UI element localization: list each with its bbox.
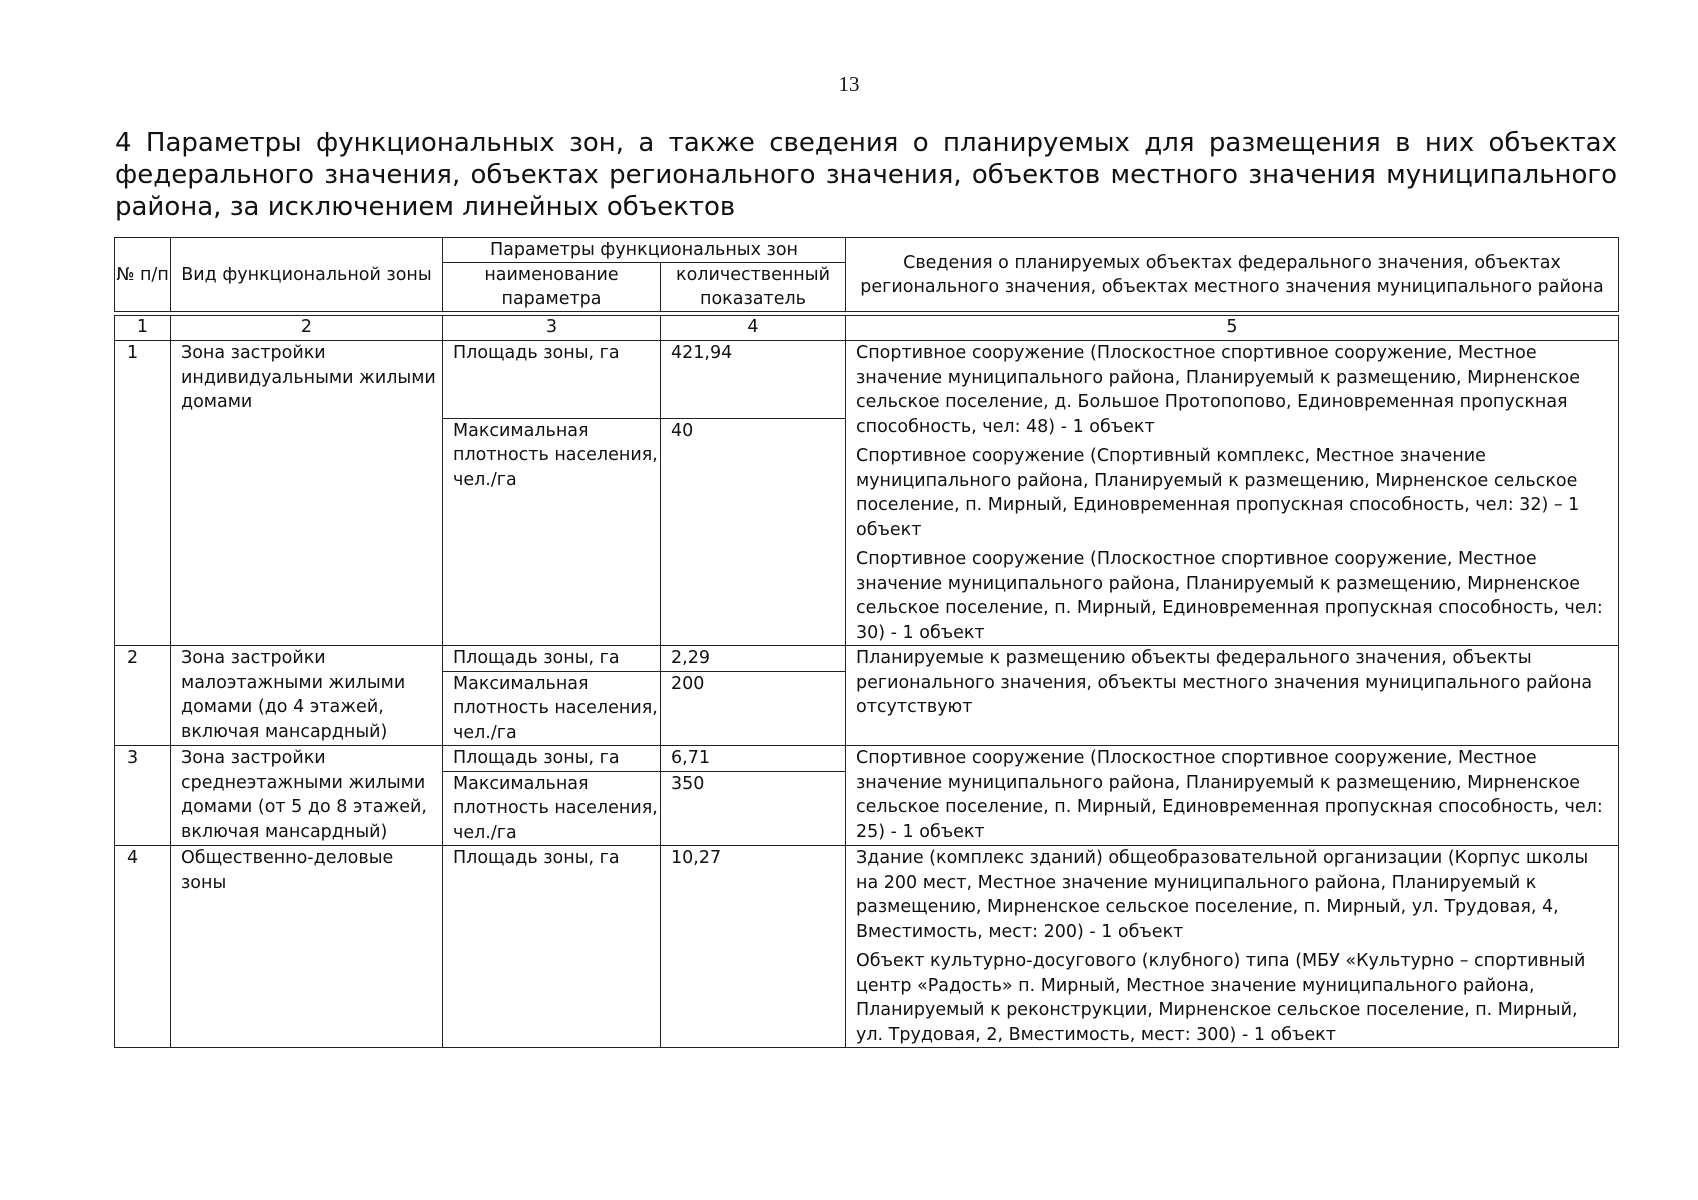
- row-number: 2: [115, 646, 171, 746]
- section-title: 4 Параметры функциональных зон, а также сведения о планируемых для размещения в них объектах федерального значения, объектах регионального значения, объектов местного значения муниципального района, за исключением линейных объектов: [115, 128, 1617, 222]
- table-row: [115, 341, 1619, 419]
- zone-name: Зона застройки среднеэтажными жилыми домами (от 5 до 8 этажей, включая мансардный): [171, 746, 443, 846]
- planned-object: Здание (комплекс зданий) общеобразовательной организации (Корпус школы на 200 мест, Местное значение муниципального района, Планируемый к размещению, Мирненское сельское поселение, п. Мирный, ул. Трудовая, 4, Вместимость, мест: 200) - 1 объект: [856, 848, 1589, 942]
- param-name: Максимальная плотность населения, чел./га: [443, 418, 661, 645]
- column-numbers-row: [115, 316, 1619, 341]
- zone-name: Зона застройки малоэтажными жилыми домами (до 4 этажей, включая мансардный): [171, 646, 443, 746]
- row-number: 4: [115, 846, 171, 1048]
- header-zone-type: Вид функциональной зоны: [171, 238, 443, 312]
- table-row: [115, 746, 1619, 772]
- param-name: Максимальная плотность населения, чел./га: [443, 671, 661, 746]
- header-param-value: количественный показатель: [661, 263, 846, 312]
- param-value: 10,27: [661, 846, 846, 1048]
- header-no: № п/п: [115, 238, 171, 312]
- planned-objects-cell: [846, 646, 1619, 746]
- planned-objects-cell: [846, 341, 1619, 646]
- planned-object: Планируемые к размещению объекты федерального значения, объекты регионального значения, объекты местного значения муниципального района отсутствуют: [856, 648, 1593, 717]
- planned-object: Объект культурно-досугового (клубного) типа (МБУ «Культурно – спортивный центр «Радость» п. Мирный, Местное значение муниципального района, Планируемый к реконструкции, Мирненское сельское поселение, п. Мирный, ул. Трудовая, 2, Вместимость, мест: 300) - 1 объект: [856, 951, 1586, 1045]
- param-value: 421,94: [661, 341, 846, 419]
- column-number: 5: [846, 316, 1619, 341]
- column-number: 1: [115, 316, 171, 341]
- param-value: 200: [661, 671, 846, 746]
- param-name: Площадь зоны, га: [443, 341, 661, 419]
- planned-object: Спортивное сооружение (Плоскостное спортивное сооружение, Местное значение муниципального района, Планируемый к размещению, Мирненское сельское поселение, п. Мирный, Единовременная пропускная способность, чел: 30) - 1 объект: [856, 549, 1603, 643]
- param-value: 6,71: [661, 746, 846, 772]
- table-header: [114, 237, 1619, 312]
- zones-table: [114, 315, 1619, 1048]
- planned-objects-cell: [846, 746, 1619, 846]
- header-param-name: наименование параметра: [443, 263, 661, 312]
- param-value: 40: [661, 418, 846, 645]
- zone-name: Зона застройки индивидуальными жилыми домами: [171, 341, 443, 646]
- planned-object: Спортивное сооружение (Спортивный комплекс, Местное значение муниципального района, Планируемый к размещению, Мирненское сельское поселение, п. Мирный, Единовременная пропускная способность, чел: 32) – 1 объект: [856, 446, 1580, 540]
- param-value: 350: [661, 771, 846, 846]
- column-number: 3: [443, 316, 661, 341]
- param-name: Площадь зоны, га: [443, 646, 661, 672]
- param-name: Площадь зоны, га: [443, 746, 661, 772]
- row-number: 3: [115, 746, 171, 846]
- header-params-group: Параметры функциональных зон: [443, 238, 846, 263]
- param-name: Максимальная плотность населения, чел./га: [443, 771, 661, 846]
- planned-object: Спортивное сооружение (Плоскостное спортивное сооружение, Местное значение муниципального района, Планируемый к размещению, Мирненское сельское поселение, д. Большое Протопопово, Единовременная пропускная способность, чел: 48) - 1 объект: [856, 343, 1580, 437]
- planned-object: Спортивное сооружение (Плоскостное спортивное сооружение, Местное значение муниципального района, Планируемый к размещению, Мирненское сельское поселение, п. Мирный, Единовременная пропускная способность, чел: 25) - 1 объект: [856, 748, 1603, 842]
- column-number: 2: [171, 316, 443, 341]
- param-value: 2,29: [661, 646, 846, 672]
- row-number: 1: [115, 341, 171, 646]
- table-row: [115, 646, 1619, 672]
- column-number: 4: [661, 316, 846, 341]
- zone-name: Общественно-деловые зоны: [171, 846, 443, 1048]
- header-objects: Сведения о планируемых объектах федерального значения, объектах регионального значения, объектах местного значения муниципального района: [846, 238, 1619, 312]
- planned-objects-cell: [846, 846, 1619, 1048]
- param-name: Площадь зоны, га: [443, 846, 661, 1048]
- table-row: [115, 846, 1619, 1048]
- page-number: 13: [838, 72, 860, 96]
